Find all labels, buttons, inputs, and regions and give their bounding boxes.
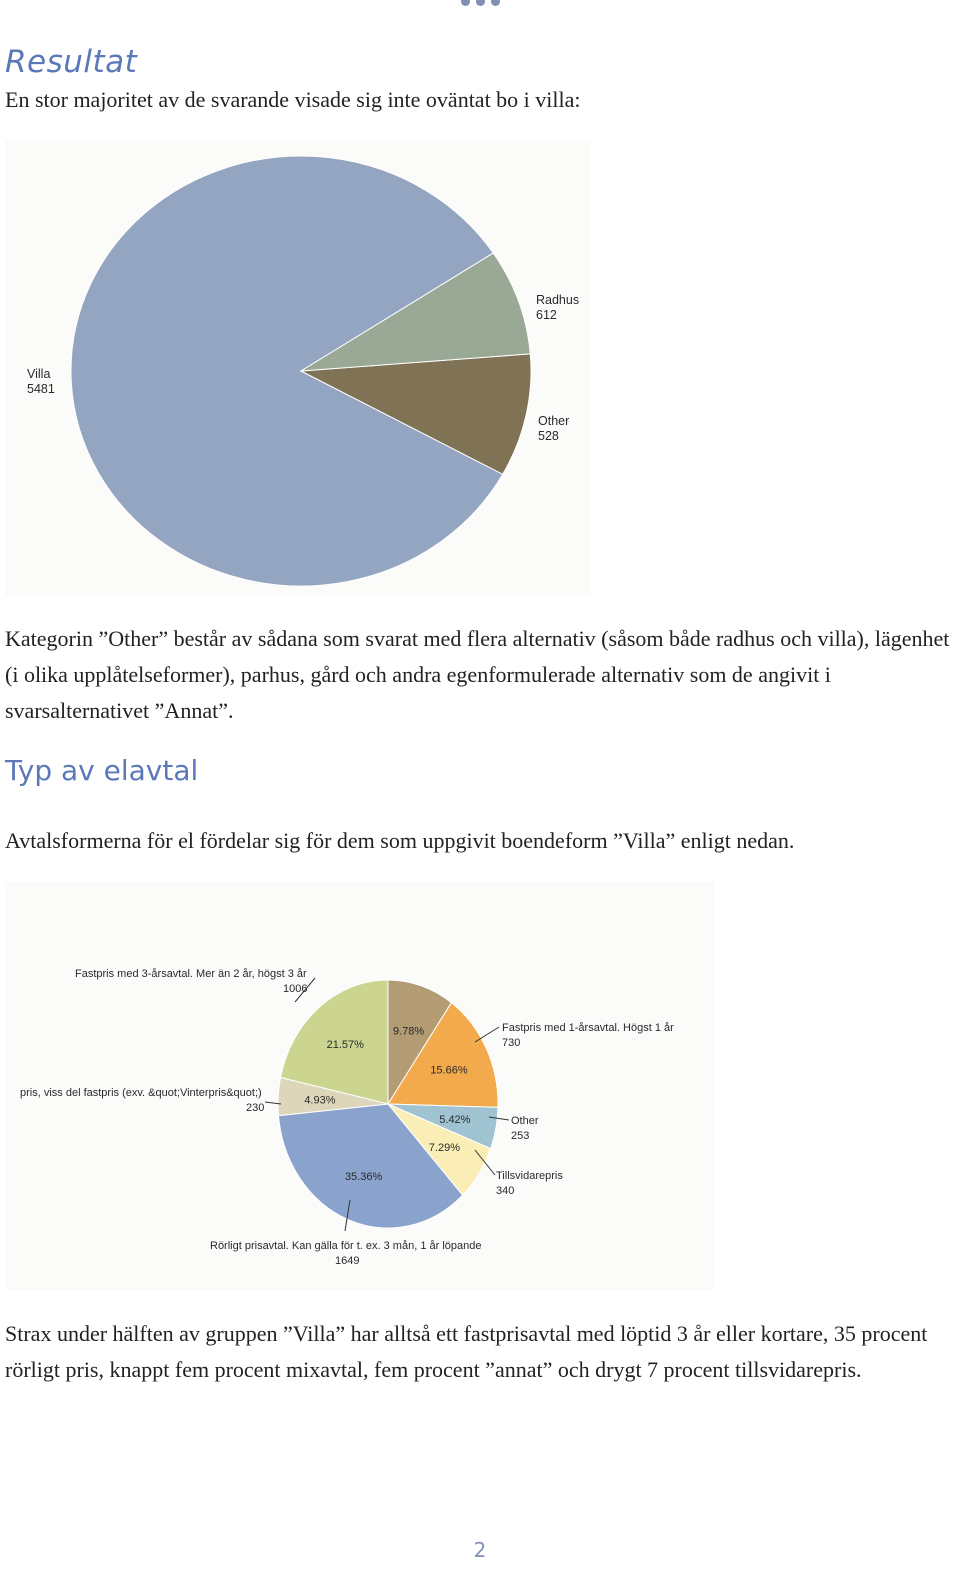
housing-pie-chart xyxy=(5,140,591,596)
slice-value: 612 xyxy=(536,308,557,322)
slice-value: 528 xyxy=(538,429,559,443)
slice-label: Villa xyxy=(27,367,51,381)
page-ornament xyxy=(461,0,500,6)
summary-paragraph: Strax under hälften av gruppen ”Villa” har alltså ett fastprisavtal med löptid 3 år eller kortare, 35 procent rörligt pris, knappt fem procent mixavtal, fem procent ”annat” och drygt 7 procent tillsvidarepris. xyxy=(5,1321,928,1382)
slice-percent: 7.29% xyxy=(428,1142,461,1155)
slice-value: 253 xyxy=(511,1130,530,1142)
contract-intro-paragraph: Avtalsformerna för el fördelar sig för dem som uppgivit boendeform ”Villa” enligt nedan. xyxy=(5,828,795,853)
slice-value: 340 xyxy=(496,1185,515,1197)
slice-value: 730 xyxy=(502,1037,521,1049)
slice-value: 5481 xyxy=(27,382,55,396)
other-category-paragraph: Kategorin ”Other” består av sådana som svarat med flera alternativ (såsom både radhus och villa), lägenhet (i olika upplåtelseformer), parhus, gård och andra egenformulerade alternativ som de angivit i svarsalternativet ”Annat”. xyxy=(5,626,950,723)
slice-label: Other xyxy=(511,1115,539,1127)
heading-elavtal: Typ av elavtal xyxy=(5,754,199,787)
slice-label: Other xyxy=(538,414,570,428)
intro-paragraph: En stor majoritet av de svarande visade sig inte oväntat bo i villa: xyxy=(5,87,581,112)
slice-label: Rörligt prisavtal. Kan gälla för t. ex. 3 mån, 1 år löpande xyxy=(210,1240,482,1252)
slice-percent: 35.36% xyxy=(344,1170,383,1183)
contract-pie-chart xyxy=(5,882,714,1290)
slice-value: 230 xyxy=(246,1102,265,1114)
slice-value: 1649 xyxy=(335,1255,360,1267)
slice-label: pris, viss del fastpris (exv. &quot;Vinterpris&quot;) xyxy=(20,1087,262,1099)
slice-label: Fastpris med 1-årsavtal. Högst 1 år xyxy=(502,1022,674,1034)
page-number: 2 xyxy=(473,1538,487,1562)
heading-resultat: Resultat xyxy=(5,44,138,80)
slice-label: Tillsvidarepris xyxy=(496,1170,563,1182)
slice-label: Radhus xyxy=(536,293,580,307)
slice-value: 1006 xyxy=(283,983,308,995)
slice-percent: 21.57% xyxy=(326,1039,364,1052)
slice-percent: 4.93% xyxy=(304,1094,336,1107)
slice-percent: 5.42% xyxy=(439,1114,471,1127)
slice-percent: 15.66% xyxy=(430,1064,468,1077)
slice-percent: 9.78% xyxy=(393,1025,425,1038)
slice-label: Fastpris med 3-årsavtal. Mer än 2 år, högst 3 år xyxy=(75,968,307,980)
